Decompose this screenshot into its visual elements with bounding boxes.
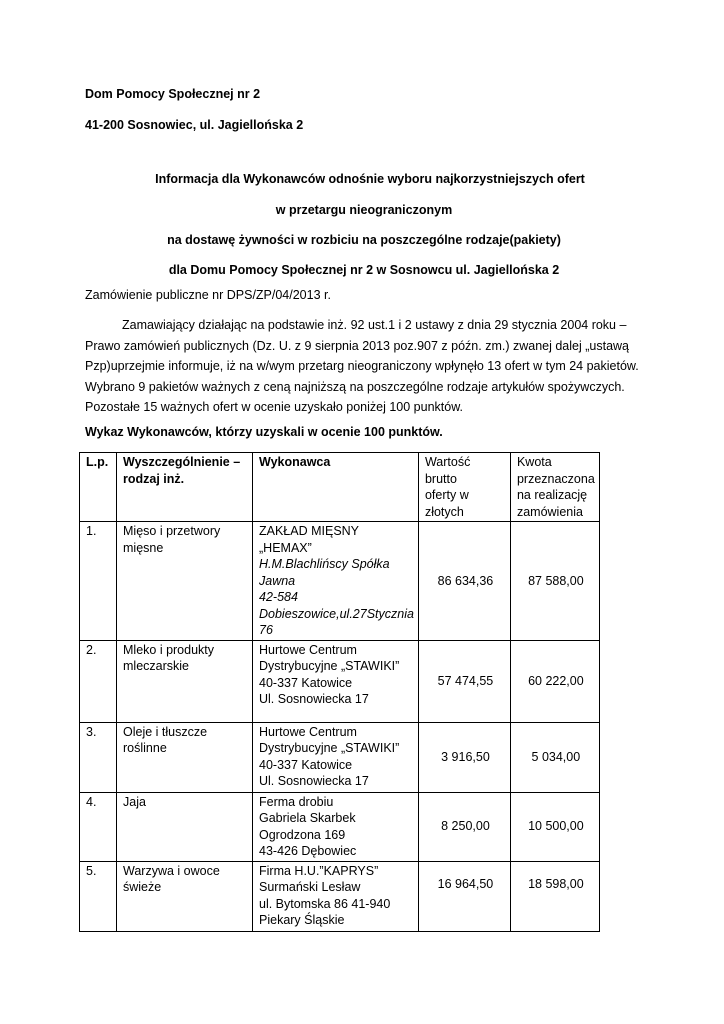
title-line-4: dla Domu Pomocy Społecznej nr 2 w Sosnowcu ul. Jagiellońska 2 xyxy=(168,263,560,277)
vendor-line: Gabriela Skarbek xyxy=(259,811,356,825)
row-vendor xyxy=(253,861,419,931)
row-lp: 5. xyxy=(80,861,117,931)
row-item-line: Mleko i produkty xyxy=(123,642,215,657)
row-item xyxy=(117,522,253,641)
org-name: Dom Pomocy Społecznej nr 2 xyxy=(85,87,261,101)
row-item xyxy=(117,640,253,722)
vendor-line: Ul. Sosnowiecka 17 xyxy=(259,692,369,706)
row-lp: 3. xyxy=(80,722,117,792)
row-vendor xyxy=(253,722,419,792)
header-value-line: Wartość xyxy=(424,455,471,469)
title-line-2: w przetargu nieograniczonym xyxy=(275,203,453,217)
row-item-line: Warzywa i owoce xyxy=(123,863,220,878)
row-amount: 87 588,00 xyxy=(510,522,599,641)
row-value: 86 634,36 xyxy=(418,522,510,641)
row-item xyxy=(117,861,253,931)
vendor-line: Ferma drobiu xyxy=(259,794,334,809)
header-item xyxy=(117,453,253,522)
table-row xyxy=(80,722,600,792)
header-item-line: rodzaj inż. xyxy=(123,471,185,486)
header-value-line: oferty w xyxy=(424,488,469,502)
body-paragraph-block xyxy=(85,315,645,418)
row-lp: 4. xyxy=(80,792,117,861)
row-value: 57 474,55 xyxy=(418,640,510,722)
row-vendor xyxy=(253,640,419,722)
vendor-line: 42-584 xyxy=(259,590,298,604)
row-amount: 10 500,00 xyxy=(510,792,599,861)
vendor-line: 76 xyxy=(259,623,273,637)
vendor-line: Hurtowe Centrum xyxy=(259,724,357,739)
vendor-line: Piekary Śląskie xyxy=(259,913,345,927)
header-value-line: brutto xyxy=(424,471,457,486)
header-lp: L.p. xyxy=(80,453,117,522)
vendor-line: Dystrybucyjne „STAWIKI” xyxy=(259,741,400,755)
vendor-line: 40-337 Katowice xyxy=(259,675,353,690)
row-lp: 1. xyxy=(80,522,117,641)
row-item-line: Oleje i tłuszcze xyxy=(123,724,208,739)
row-lp: 2. xyxy=(80,640,117,722)
order-reference: Zamówienie publiczne nr DPS/ZP/04/2013 r. xyxy=(85,288,331,302)
list-heading: Wykaz Wykonawców, którzy uzyskali w ocenie 100 punktów. xyxy=(85,425,443,439)
vendor-line: H.M.Blachlińscy Spółka xyxy=(259,557,390,571)
table-row xyxy=(80,640,600,722)
table-row xyxy=(80,861,600,931)
row-item xyxy=(117,792,253,861)
header-amount-line: przeznaczona xyxy=(516,471,595,486)
vendor-line: 43-426 Dębowiec xyxy=(259,844,357,858)
row-value: 16 964,50 xyxy=(418,861,510,931)
row-vendor xyxy=(253,792,419,861)
table-header-row xyxy=(80,453,600,522)
row-amount: 5 034,00 xyxy=(510,722,599,792)
vendor-line: „HEMAX” xyxy=(259,540,312,555)
vendor-line: Dobieszowice,ul.27Stycznia xyxy=(259,606,414,621)
vendor-line: Hurtowe Centrum xyxy=(259,642,357,657)
row-item-line: roślinne xyxy=(123,741,167,755)
header-vendor: Wykonawca xyxy=(253,453,419,522)
header-value-line: złotych xyxy=(424,504,464,519)
header-amount-line: na realizację xyxy=(516,488,588,502)
row-value: 3 916,50 xyxy=(418,722,510,792)
vendor-line: Ogrodzona 169 xyxy=(259,827,346,842)
vendor-line: ZAKŁAD MIĘSNY xyxy=(259,524,360,538)
offers-table xyxy=(79,452,600,932)
vendor-line: Dystrybucyjne „STAWIKI” xyxy=(259,659,400,673)
vendor-line: Ul. Sosnowiecka 17 xyxy=(259,774,369,788)
vendor-line: Jawna xyxy=(259,573,296,588)
header-item-line: Wyszczególnienie – xyxy=(123,455,241,469)
row-item-line: Jaja xyxy=(123,794,146,809)
row-vendor xyxy=(253,522,419,641)
vendor-line: 40-337 Katowice xyxy=(259,757,353,772)
body-paragraph: Zamawiający działając na podstawie inż. 92 ust.1 i 2 ustawy z dnia 29 stycznia 2004 roku – Prawo zamówień publicznych (Dz. U. z 9 sierpnia 2013 poz.907 z późn. zm.) zwanej dalej „ustawą Pzp)uprzejmie informuje, iż na w/wym przetarg nieograniczony wpłynęło 13 ofert w tym 24 pakietów. Wybrano 9 pakietów ważnych z ceną najniższą na poszczególne rodzaje artykułów spożywczych. Pozostałe 15 ważnych ofert w ocenie uzyskało poniżej 100 punktów. xyxy=(85,318,639,414)
row-value: 8 250,00 xyxy=(418,792,510,861)
row-item-line: mięsne xyxy=(123,540,164,555)
row-item-line: Mięso i przetwory xyxy=(123,524,221,538)
vendor-line: ul. Bytomska 86 41-940 xyxy=(259,896,391,911)
header-value xyxy=(418,453,510,522)
row-item-line: świeże xyxy=(123,880,162,894)
vendor-line: Firma H.U.”KAPRYS” xyxy=(259,863,379,878)
header-amount-line: Kwota xyxy=(516,455,552,469)
row-item-line: mleczarskie xyxy=(123,659,189,673)
vendor-line: Surmański Lesław xyxy=(259,880,361,894)
row-item xyxy=(117,722,253,792)
row-amount: 18 598,00 xyxy=(510,861,599,931)
row-amount: 60 222,00 xyxy=(510,640,599,722)
table-row xyxy=(80,522,600,641)
table-row xyxy=(80,792,600,861)
title-line-3: na dostawę żywności w rozbiciu na poszczególne rodzaje(pakiety) xyxy=(167,233,561,247)
title-line-1: Informacja dla Wykonawców odnośnie wyboru najkorzystniejszych ofert xyxy=(155,172,585,186)
org-address: 41-200 Sosnowiec, ul. Jagiellońska 2 xyxy=(85,118,304,132)
header-amount-line: zamówienia xyxy=(516,504,583,519)
header-amount xyxy=(510,453,599,522)
